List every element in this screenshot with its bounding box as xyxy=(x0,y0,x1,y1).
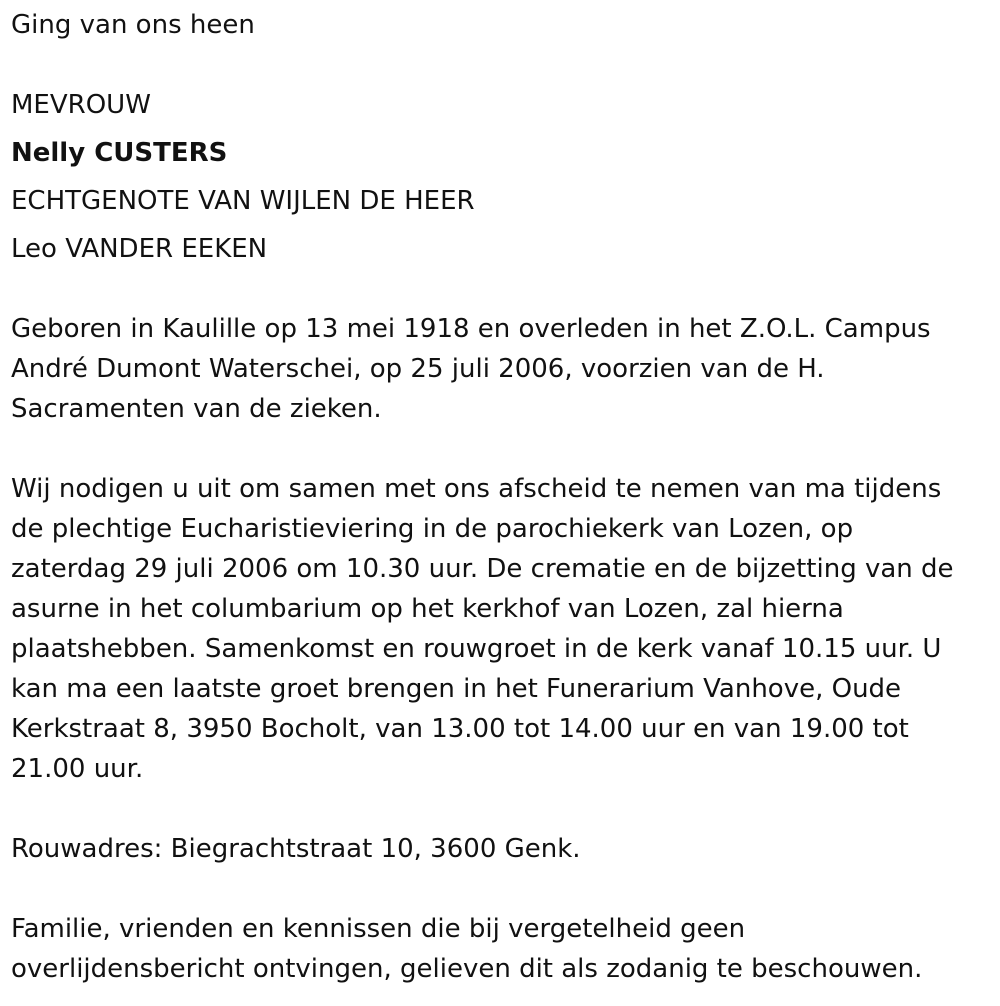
birth-death-line: André Dumont Waterschei, op 25 juli 2006, voorzien van de H. xyxy=(11,354,825,384)
invitation-line: Wij nodigen u uit om samen met ons afscheid te nemen van ma tijdens xyxy=(11,474,942,504)
deceased-name: Nelly CUSTERS xyxy=(11,138,228,168)
invitation-line: kan ma een laatste groet brengen in het Funerarium Vanhove, Oude xyxy=(11,674,902,704)
closing-line: Familie, vrienden en kennissen die bij vergetelheid geen xyxy=(11,914,746,944)
relation-text: ECHTGENOTE VAN WIJLEN DE HEER xyxy=(11,186,475,216)
invitation-line: 21.00 uur. xyxy=(11,754,144,784)
invitation-paragraph xyxy=(11,469,981,789)
closing-paragraph xyxy=(11,909,981,989)
birth-death-paragraph xyxy=(11,309,981,429)
honorific-title: MEVROUW xyxy=(11,90,151,120)
intro-text: Ging van ons heen xyxy=(11,10,255,40)
invitation-line: Kerkstraat 8, 3950 Bocholt, van 13.00 tot 14.00 uur en van 19.00 tot xyxy=(11,714,909,744)
birth-death-line: Geboren in Kaulille op 13 mei 1918 en overleden in het Z.O.L. Campus xyxy=(11,314,931,344)
invitation-line: plaatshebben. Samenkomst en rouwgroet in de kerk vanaf 10.15 uur. U xyxy=(11,634,942,664)
closing-line: overlijdensbericht ontvingen, gelieven dit als zodanig te beschouwen. xyxy=(11,954,923,984)
invitation-line: asurne in het columbarium op het kerkhof van Lozen, zal hierna xyxy=(11,594,844,624)
invitation-line: de plechtige Eucharistieviering in de parochiekerk van Lozen, op xyxy=(11,514,854,544)
birth-death-line: Sacramenten van de zieken. xyxy=(11,394,382,424)
invitation-line: zaterdag 29 juli 2006 om 10.30 uur. De crematie en de bijzetting van de xyxy=(11,554,954,584)
spouse-name: Leo VANDER EEKEN xyxy=(11,234,268,264)
mourning-address: Rouwadres: Biegrachtstraat 10, 3600 Genk. xyxy=(11,834,581,864)
